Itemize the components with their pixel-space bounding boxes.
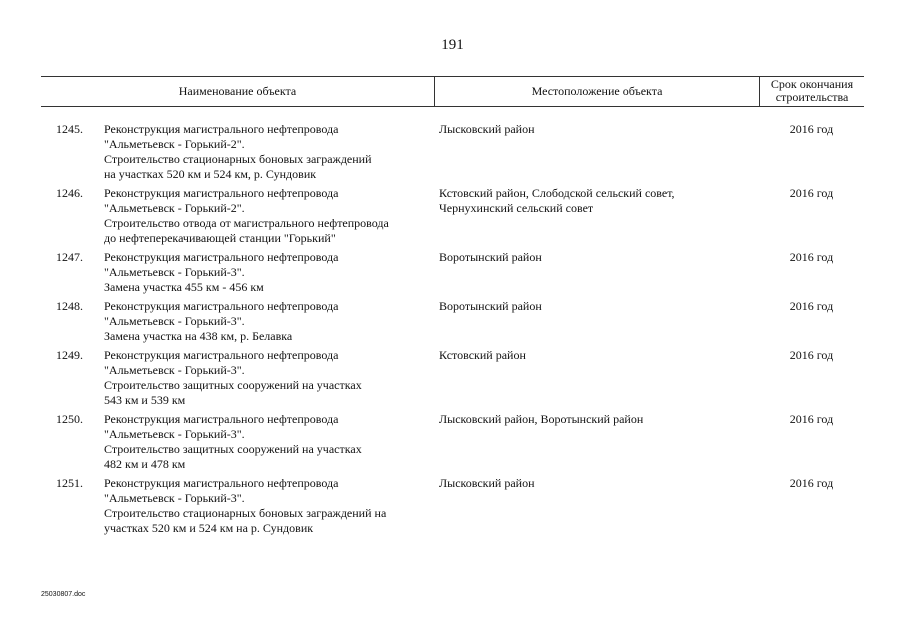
completion-deadline: 2016 год bbox=[789, 476, 834, 490]
object-location bbox=[439, 299, 759, 314]
table-body bbox=[0, 122, 905, 540]
object-name-line: Замена участка 455 км - 456 км bbox=[104, 280, 264, 294]
object-name-line: Реконструкция магистрального нефтепровода bbox=[104, 348, 339, 362]
header-object-name: Наименование объекта bbox=[178, 83, 297, 98]
object-name-line: Строительство стационарных боновых заграждений bbox=[104, 152, 372, 166]
object-name-line: Реконструкция магистрального нефтепровода bbox=[104, 412, 339, 426]
object-name-line: Реконструкция магистрального нефтепровода bbox=[104, 122, 339, 136]
row-number: 1245. bbox=[56, 122, 83, 136]
object-name bbox=[104, 348, 434, 408]
document-file-name: 25030807.doc bbox=[41, 591, 86, 598]
header-deadline-line: строительства bbox=[775, 90, 849, 104]
object-location bbox=[439, 348, 759, 363]
completion-deadline: 2016 год bbox=[789, 412, 834, 426]
object-name bbox=[104, 122, 434, 182]
object-name-line: Реконструкция магистрального нефтепровода bbox=[104, 250, 339, 264]
object-name-line: "Альметьевск - Горький-2". bbox=[104, 137, 245, 151]
object-name-line: 482 км и 478 км bbox=[104, 457, 186, 471]
object-name bbox=[104, 476, 434, 536]
object-name-line: Реконструкция магистрального нефтепровода bbox=[104, 186, 339, 200]
object-name-line: "Альметьевск - Горький-2". bbox=[104, 201, 245, 215]
completion-deadline: 2016 год bbox=[789, 299, 834, 313]
table-row bbox=[0, 412, 905, 472]
object-name-line: "Альметьевск - Горький-3". bbox=[104, 491, 245, 505]
object-location-line: Чернухинский сельский совет bbox=[439, 201, 594, 215]
object-location-line: Лысковский район, Воротынский район bbox=[439, 412, 644, 426]
object-location bbox=[439, 186, 759, 216]
object-name-line: Строительство отвода от магистрального нефтепровода bbox=[104, 216, 389, 230]
object-name-line: "Альметьевск - Горький-3". bbox=[104, 314, 245, 328]
object-name bbox=[104, 186, 434, 246]
completion-deadline: 2016 год bbox=[789, 250, 834, 264]
table-row bbox=[0, 476, 905, 536]
object-location-line: Воротынский район bbox=[439, 250, 542, 264]
object-name-line: Реконструкция магистрального нефтепровода bbox=[104, 476, 339, 490]
object-name-line: "Альметьевск - Горький-3". bbox=[104, 363, 245, 377]
object-name-line: участках 520 км и 524 км на р. Сундовик bbox=[104, 521, 314, 535]
object-location-line: Кстовский район, Слободской сельский совет, bbox=[439, 186, 675, 200]
row-number: 1251. bbox=[56, 476, 83, 490]
object-location-line: Воротынский район bbox=[439, 299, 542, 313]
completion-deadline: 2016 год bbox=[789, 348, 834, 362]
header-deadline bbox=[760, 76, 864, 106]
object-name bbox=[104, 299, 434, 344]
table-row bbox=[0, 122, 905, 182]
page-number: 191 bbox=[441, 37, 464, 53]
header-object-location: Местоположение объекта bbox=[531, 83, 663, 98]
table-row bbox=[0, 348, 905, 408]
table-row bbox=[0, 250, 905, 295]
object-location-line: Лысковский район bbox=[439, 476, 535, 490]
row-number: 1247. bbox=[56, 250, 83, 264]
object-name-line: на участках 520 км и 524 км, р. Сундовик bbox=[104, 167, 317, 181]
row-number: 1249. bbox=[56, 348, 83, 362]
object-name-line: "Альметьевск - Горький-3". bbox=[104, 265, 245, 279]
row-number: 1248. bbox=[56, 299, 83, 313]
object-location-line: Лысковский район bbox=[439, 122, 535, 136]
header-deadline-line: Срок окончания bbox=[770, 77, 854, 91]
completion-deadline: 2016 год bbox=[789, 186, 834, 200]
object-location bbox=[439, 250, 759, 265]
object-name bbox=[104, 250, 434, 295]
object-name-line: Строительство защитных сооружений на участках bbox=[104, 378, 362, 392]
object-name-line: Строительство защитных сооружений на участках bbox=[104, 442, 362, 456]
object-name-line: 543 км и 539 км bbox=[104, 393, 186, 407]
object-name-line: Реконструкция магистрального нефтепровода bbox=[104, 299, 339, 313]
table-row bbox=[0, 186, 905, 246]
object-name-line: до нефтеперекачивающей станции "Горький" bbox=[104, 231, 336, 245]
object-name-line: Замена участка на 438 км, р. Белавка bbox=[104, 329, 293, 343]
object-location bbox=[439, 412, 759, 427]
object-name-line: "Альметьевск - Горький-3". bbox=[104, 427, 245, 441]
row-number: 1250. bbox=[56, 412, 83, 426]
table-row bbox=[0, 299, 905, 344]
completion-deadline: 2016 год bbox=[789, 122, 834, 136]
object-name bbox=[104, 412, 434, 472]
table-header-bottom-border bbox=[41, 106, 864, 107]
object-location-line: Кстовский район bbox=[439, 348, 526, 362]
object-location bbox=[439, 476, 759, 491]
object-name-line: Строительство стационарных боновых заграждений на bbox=[104, 506, 387, 520]
row-number: 1246. bbox=[56, 186, 83, 200]
object-location bbox=[439, 122, 759, 137]
